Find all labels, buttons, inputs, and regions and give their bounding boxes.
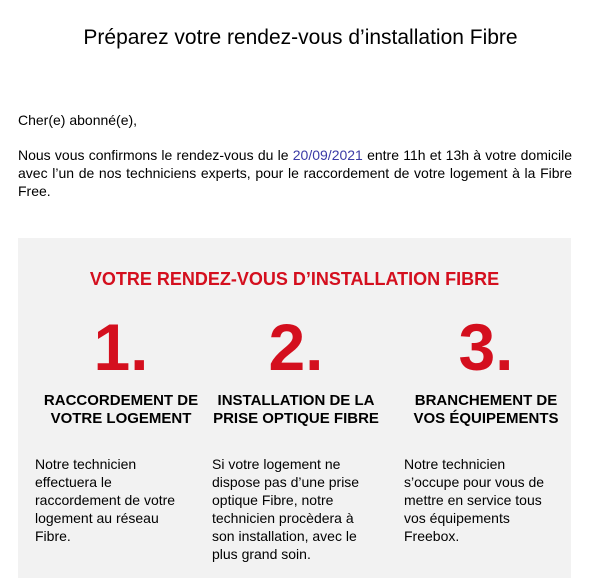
step-title-line: BRANCHEMENT DE [414, 392, 558, 409]
step-title [35, 392, 207, 428]
page-title: Préparez votre rendez-vous d’installation Fibre [83, 26, 518, 49]
step-title-line: VOS ÉQUIPEMENTS [413, 410, 559, 427]
step-title [400, 392, 572, 428]
step-description: Si votre logement ne dispose pas d’une prise optique Fibre, notre technicien procèdera à son installation, avec le plus grand soin. [212, 456, 360, 562]
intro-text-end: entre 11h et 13h à votre domicile avec l’un de nos techniciens experts, pour le raccordement de votre logement à la Fibre Free. [18, 147, 572, 199]
step-description: Notre technicien s’occupe pour vous de mettre en service tous vos équipements Freebox. [404, 456, 545, 544]
step-1 [35, 312, 207, 545]
step-number: 2. [268, 310, 324, 384]
greeting-text: Cher(e) abonné(e), [18, 112, 138, 128]
step-number: 1. [93, 310, 149, 384]
step-description: Notre technicien effectuera le raccordement de votre logement au réseau Fibre. [35, 456, 176, 544]
step-title-line: VOTRE LOGEMENT [50, 410, 192, 427]
step-number: 3. [458, 310, 514, 384]
appointment-date: 20/09/2021 [292, 147, 363, 163]
step-3 [400, 312, 572, 545]
step-title-line: RACCORDEMENT DE [43, 392, 199, 409]
appointment-panel [18, 238, 571, 578]
panel-heading: VOTRE RENDEZ-VOUS D’INSTALLATION FIBRE [89, 269, 500, 289]
step-title-line: INSTALLATION DE LA [217, 392, 375, 409]
intro-paragraph [18, 146, 572, 200]
step-title-line: PRISE OPTIQUE FIBRE [213, 410, 379, 427]
step-title [210, 392, 382, 428]
intro-text-start: Nous vous confirmons le rendez-vous du le [18, 147, 293, 163]
step-2 [210, 312, 382, 563]
